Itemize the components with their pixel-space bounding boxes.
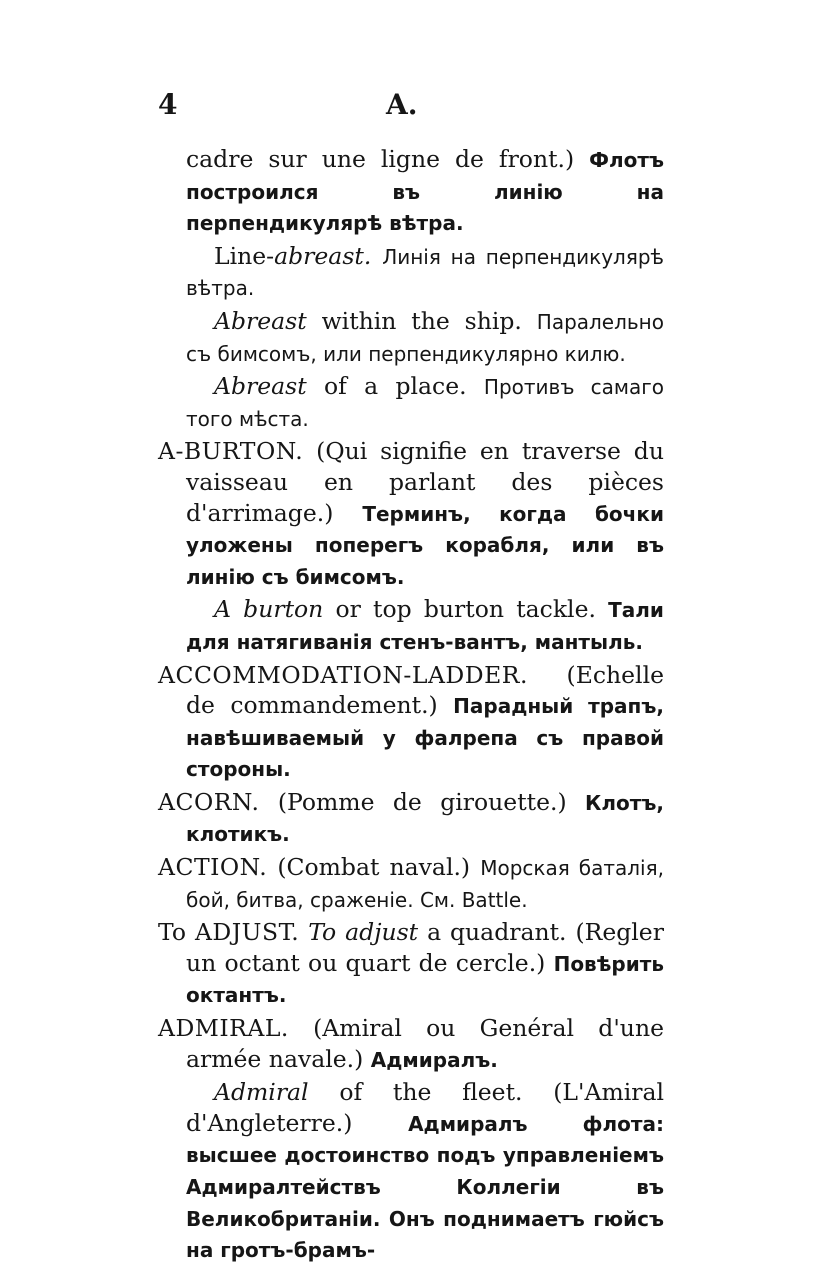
- english-text: within the ship.: [321, 306, 522, 335]
- english-italic: A burton: [214, 595, 324, 624]
- french-text: (Combat naval.): [277, 853, 471, 882]
- page-header: [158, 88, 664, 128]
- english-text: or top burton tackle.: [335, 595, 596, 624]
- english-italic: Abreast: [214, 372, 307, 401]
- russian-text: Повѣрить октантъ.: [186, 951, 664, 1008]
- headword: ADJUST.: [194, 918, 300, 947]
- english-text: of the fleet.: [339, 1078, 523, 1107]
- english-text: a quadrant.: [427, 918, 567, 947]
- prefix: To: [158, 918, 186, 947]
- english-italic: Abreast: [214, 306, 307, 335]
- russian-text: Адмиралъ флота: высшее достоинство подъ управленіемъ Адмиралтействъ Коллегіи въ Великобританіи. Онъ поднимаетъ гюйсъ на гротъ-брамъ-: [186, 1111, 664, 1263]
- english-italic: Admiral: [214, 1078, 309, 1107]
- subentry-abreast-place: [158, 371, 664, 434]
- french-text: (L'Amiral d'Angleterre.): [186, 1078, 664, 1137]
- subentry-abreast-ship: [158, 306, 664, 369]
- entry-admiral: [158, 1013, 664, 1075]
- russian-text: Терминъ, когда бочки уложены поперегъ корабля, или въ линію съ бимсомъ.: [186, 501, 664, 589]
- headword: ACCOMMODATION-LADDER.: [158, 660, 528, 689]
- subentry-admiral-fleet: [158, 1077, 664, 1266]
- entry-action: [158, 852, 664, 915]
- entry-accommodation-ladder: [158, 660, 664, 785]
- french-text: (Echelle de commandement.): [186, 660, 664, 720]
- french-text: (Regler un octant ou quart de cercle.): [186, 918, 664, 977]
- french-text: (Pomme de girouette.): [277, 787, 567, 816]
- entry-continuation: [158, 144, 664, 239]
- russian-text: Парадный трапъ, навѣшиваемый у фалрепа съ правой стороны.: [186, 694, 664, 782]
- english-text: of a place.: [324, 372, 467, 401]
- russian-text: Флотъ построился въ линію на перпендикулярѣ вѣтра.: [186, 148, 664, 236]
- headword: A-BURTON.: [158, 437, 304, 466]
- french-text: (Amiral ou Genéral d'une armée navale.): [186, 1014, 664, 1073]
- section-letter: A.: [386, 88, 418, 121]
- subentry-burton-tackle: [158, 594, 664, 657]
- headword: ADMIRAL.: [158, 1014, 289, 1043]
- page-number: 4: [158, 88, 178, 121]
- dictionary-body: [158, 144, 664, 1268]
- entry-acorn: [158, 787, 664, 850]
- entry-a-burton: [158, 436, 664, 592]
- english-italic: abreast.: [274, 241, 372, 270]
- russian-text: Клотъ, клотикъ.: [186, 790, 664, 847]
- russian-text: Тали для натягиванія стенъ-вантъ, мантыль.: [186, 598, 664, 654]
- headword: ACORN.: [158, 787, 260, 816]
- entry-adjust: [158, 917, 664, 1011]
- french-text: cadre sur une ligne de front.): [186, 145, 575, 173]
- subentry-line-abreast: [158, 241, 664, 304]
- russian-text: Паралельно съ бимсомъ, или перпендикулярно килю.: [186, 309, 664, 366]
- russian-text: Линія на перпендикулярѣ вѣтра.: [186, 244, 664, 301]
- russian-text: Адмиралъ.: [370, 1047, 498, 1072]
- english-text: Line-: [214, 241, 275, 270]
- french-text: (Qui signifie en traverse du vaisseau en parlant des pièces d'arrimage.): [186, 437, 664, 527]
- english-italic: To adjust: [308, 918, 419, 947]
- russian-text: Противъ самаго того мѣста.: [186, 375, 664, 431]
- russian-text: Морская баталія, бой, битва, сраженіе. См. Battle.: [186, 856, 664, 912]
- headword: ACTION.: [158, 853, 268, 882]
